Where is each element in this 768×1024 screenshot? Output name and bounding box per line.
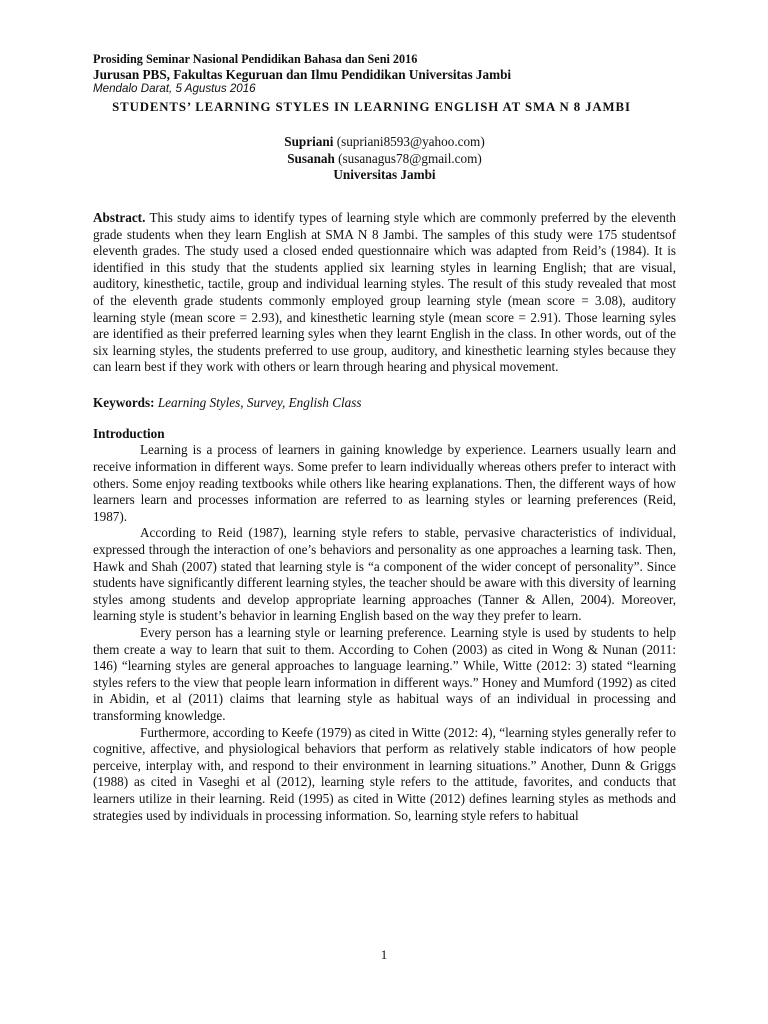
section-heading-introduction: Introduction [93, 425, 165, 441]
page-number: 1 [380, 947, 388, 962]
author-block [93, 134, 676, 184]
body-paragraph: Learning is a process of learners in gaining knowledge by experience. Learners usually learn and receive information in different ways. Some prefer to learn individually whereas others prefer to interact with others. Some enjoy reading textbooks while others like hearing explanations. Then, the different ways of how learners learn and processes information are referred to as learning styles or learning preferences (Reid, 1987). [93, 442, 676, 524]
abstract-label: Abstract. [93, 210, 146, 226]
keywords-value: Learning Styles, Survey, English Class [157, 395, 362, 411]
body-paragraph: Every person has a learning style or learning preference. Learning style is used by students to help them create a way to learn that suit to them. According to Cohen (2003) as cited in Wong & Nunan (2011: 146) “learning styles are general approaches to language learning.” While, Witte (2012: 3) stated “learning styles refers to the view that people learn information in different ways.” Honey and Mumford (1992) as cited in Abidin, et al (2011) claims that learning style as habitual ways of an individual in processing and transforming knowledge. [93, 624, 676, 723]
keywords-label: Keywords: [93, 395, 155, 411]
keywords [93, 395, 676, 412]
author-name: Susanah [287, 150, 335, 166]
affiliation: Universitas Jambi [333, 167, 436, 183]
abstract [93, 210, 676, 376]
author-2 [93, 151, 676, 168]
department-header: Jurusan PBS, Fakultas Keguruan dan Ilmu Pendidikan Universitas Jambi [93, 67, 512, 82]
abstract-text: This study aims to identify types of learning style which are commonly preferred by the eleventh grade students when they learn English at SMA N 8 Jambi. The samples of this study were 175 studentsof eleventh grades. The study used a closed ended questionnaire which was adapted from Reid’s (1984). It is identified in this study that the students applied six learning styles in learning English; that are visual, auditory, kinesthetic, tactile, group and individual learning styles. The result of this study revealed that most of the eleventh grade students commonly employed group learning style (mean score = 3.08), auditory learning style (mean score = 2.93), and kinesthetic learning style (mean score = 2.91). Those learning syles are identified as their preferred learning syles when they learnt English in the class. In other words, out of the six learning styles, the students preferred to use group, auditory, and kinesthetic learning styles because they can learn best if they work with others or learn through hearing and physical movement. [93, 210, 677, 375]
author-1 [93, 134, 676, 151]
page-content [93, 52, 676, 824]
author-name: Supriani [284, 133, 334, 149]
author-email: (susanagus78@gmail.com) [338, 150, 482, 166]
place-date-header: Mendalo Darat, 5 Agustus 2016 [93, 82, 256, 95]
proceedings-header: Prosiding Seminar Nasional Pendidikan Bahasa dan Seni 2016 [93, 52, 418, 66]
paper-title: STUDENTS’ LEARNING STYLES IN LEARNING ENGLISH AT SMA N 8 JAMBI [112, 100, 631, 114]
body-paragraph: According to Reid (1987), learning style refers to stable, pervasive characteristics of individual, expressed through the interaction of one’s behaviors and personality as one approaches a learning task. Then, Hawk and Shah (2007) stated that learning style is “a component of the wider concept of personality”. Since students have significantly different learning styles, the teacher should be aware with this diversity of learning styles among students and develop appropriate learning approaches (Tanner & Allen, 2004). Moreover, learning style is student’s behavior in learning English based on the way they prefer to learn. [93, 525, 676, 624]
body-paragraph: Furthermore, according to Keefe (1979) as cited in Witte (2012: 4), “learning styles generally refer to cognitive, affective, and physiological behaviors that perform as relatively stable indicators of how people perceive, interplay with, and respond to their environment in learning situations.” Another, Dunn & Griggs (1988) as cited in Vaseghi et al (2012), learning style refers to the attitude, favorites, and conducts that learners utilize in their learning. Reid (1995) as cited in Witte (2012) defines learning styles as methods and strategies used by individuals in processing information. So, learning style refers to habitual [93, 724, 676, 823]
author-email: (supriani8593@yahoo.com) [336, 133, 485, 149]
